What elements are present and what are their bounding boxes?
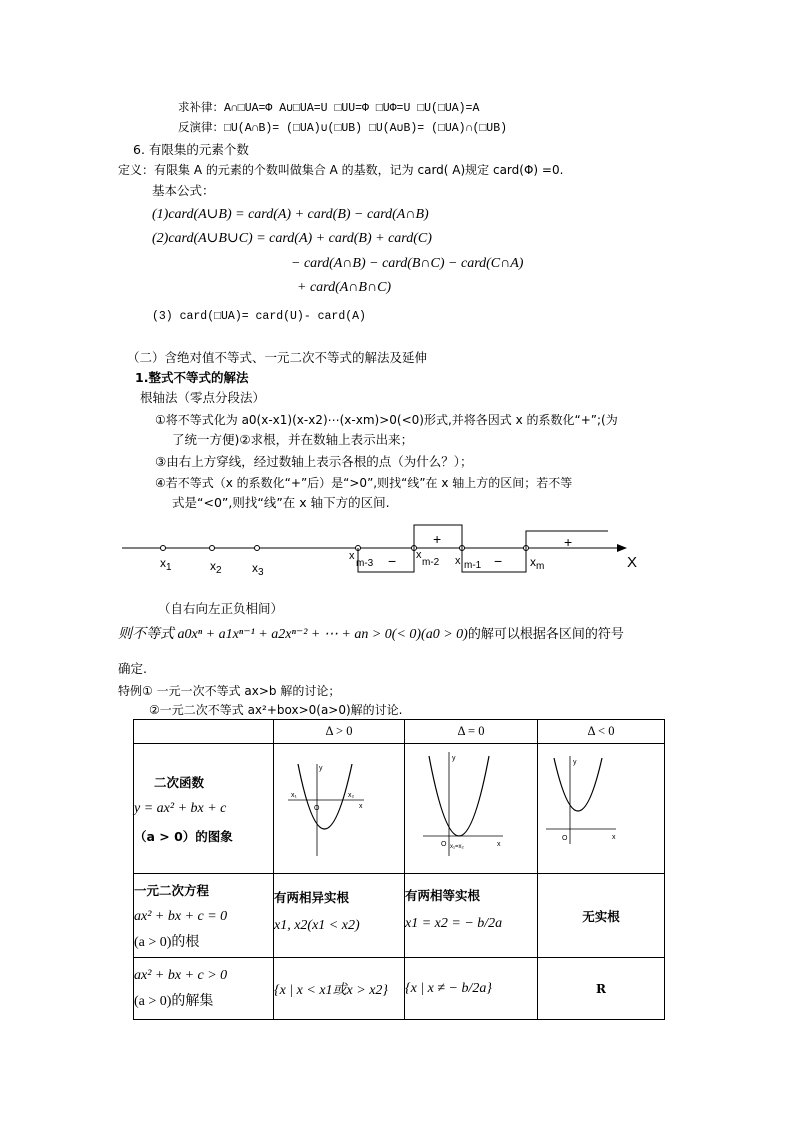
header-delta-positive: Δ > 0	[274, 720, 405, 744]
solution-delta-negative	[538, 958, 665, 1020]
parabola-two-roots	[274, 744, 405, 870]
table-row-solution-set	[134, 958, 665, 1020]
formula-1: (1)card(A∪B) = card(A) + card(B) − card(A∩B)	[152, 207, 429, 222]
label-xm: $x_m$	[530, 555, 545, 572]
table-row-graph	[134, 744, 665, 874]
label-equation-formula: ax² + bx + c = 0	[134, 908, 228, 924]
axis-x-label: X	[627, 554, 638, 571]
svg-text:O: O	[314, 805, 320, 812]
label-graph-condition: （a > 0）的图象	[134, 828, 233, 844]
two-distinct-roots: 有两相异实根	[274, 889, 350, 905]
determine-line: 确定.	[118, 661, 147, 676]
step-3: ③由右上方穿线，经过数轴上表示各根的点（为什么？）；	[155, 454, 473, 469]
subsection-1-title: 1.整式不等式的解法	[135, 370, 249, 385]
definition-line: 定义：有限集 A 的元素的个数叫做集合 A 的基数，记为 card( A)规定 card(Φ) =0.	[118, 163, 564, 177]
no-real-roots: 无实根	[582, 908, 620, 924]
section-2-title: （二）含绝对值不等式、一元二次不等式的解法及延伸	[127, 350, 428, 365]
root-axis-diagram	[0, 520, 794, 590]
complement-law: 求补律：A∩□UA=Φ A∪□UA=U □UU=Φ □UΦ=U □U(□UA)=A	[178, 102, 480, 115]
solution-all-reals: R	[596, 981, 606, 996]
general-inequality	[118, 627, 624, 643]
section-6-title: 6. 有限集的元素个数	[133, 142, 249, 157]
header-delta-negative: Δ < 0	[538, 720, 665, 744]
graph-delta-positive	[274, 744, 405, 874]
solution-delta-positive	[274, 958, 405, 1020]
two-equal-roots: 有两相等实根	[405, 887, 481, 903]
row-label-function	[134, 744, 274, 874]
sign-1: −	[388, 553, 397, 569]
graph-delta-zero	[405, 744, 538, 874]
svg-text:x₁=x₂: x₁=x₂	[450, 844, 464, 850]
label-x1: $x_1$	[160, 556, 172, 573]
svg-text:x₂: x₂	[348, 792, 355, 799]
svg-text:x: x	[359, 803, 363, 810]
label-solution-set: (a > 0)的解集	[134, 993, 214, 1009]
svg-text:y: y	[573, 759, 577, 766]
label-xm-3: x	[349, 550, 355, 562]
svg-text:y: y	[319, 765, 323, 772]
label-xm-2-sub: m-2	[422, 557, 440, 568]
svg-text:x: x	[497, 841, 501, 848]
svg-text:O: O	[562, 835, 568, 842]
svg-text:O: O	[441, 841, 447, 848]
special-case-1: 特例① 一元一次不等式 ax>b 解的讨论；	[118, 684, 341, 698]
de-morgan-law: 反演律：□U(A∩B)= (□UA)∪(□UB) □U(A∪B)= (□UA)∩(□UB)	[178, 122, 507, 135]
roots-delta-negative	[538, 874, 665, 958]
step-1-cont: 了统一方便)②求根，并在数轴上表示出来；	[172, 432, 414, 447]
label-quadratic-function: 二次函数	[154, 774, 205, 790]
header-empty	[134, 720, 274, 744]
step-4-cont: 式是“<0”,则找“线”在 x 轴下方的区间.	[172, 495, 390, 510]
general-inequality-text: 的解可以根据各区间的符号	[467, 627, 624, 642]
label-xm-1: x	[455, 555, 461, 567]
formula-2-cont: − card(A∩B) − card(B∩C) − card(C∩A)	[291, 256, 524, 271]
svg-text:y: y	[452, 755, 456, 762]
sign-3: −	[494, 553, 503, 569]
formula-2: (2)card(A∪B∪C) = card(A) + card(B) + card(C)	[152, 231, 432, 246]
solution-one-root: {x | x ≠ − b/2a}	[405, 980, 492, 996]
roots-delta-zero	[405, 874, 538, 958]
label-xm-1-sub: m-1	[464, 560, 482, 571]
table-row-roots	[134, 874, 665, 958]
sign-2: +	[433, 531, 442, 547]
parabola-one-root	[405, 744, 538, 870]
row-label-equation	[134, 874, 274, 958]
label-xm-2: x	[416, 549, 422, 561]
graph-delta-negative	[538, 744, 665, 874]
step-1: ①将不等式化为 a0(x-x1)(x-x2)⋯(x-xm)>0(<0)形式,并将各因式 x 的系数化“+”;(为	[155, 413, 618, 427]
label-xm-3-sub: m-3	[356, 558, 374, 569]
formula-2-cont2: + card(A∩B∩C)	[297, 280, 392, 295]
label-quadratic-equation: 一元二次方程	[134, 882, 210, 898]
svg-text:x: x	[612, 834, 616, 841]
svg-text:x₁: x₁	[291, 792, 297, 799]
header-delta-zero: Δ = 0	[405, 720, 538, 744]
special-case-2: ②一元二次不等式 ax²+box>0(a>0)解的讨论.	[149, 703, 403, 717]
alternating-note: （自右向左正负相间）	[158, 601, 284, 616]
roots-delta-positive	[274, 874, 405, 958]
basic-formula-label: 基本公式：	[152, 183, 215, 198]
solution-delta-zero	[405, 958, 538, 1020]
step-4: ④若不等式（x 的系数化“+”后）是“>0”,则找“线”在 x 轴上方的区间；若不等	[155, 476, 573, 490]
solution-two-roots: {x | x < x1或x > x2}	[274, 982, 389, 998]
formula-3: (3) card(□UA)= card(U)- card(A)	[152, 310, 366, 323]
general-inequality-formula: 则不等式 a0xⁿ + a1xⁿ⁻¹ + a2xⁿ⁻² + ⋯ + an > 0(< 0)(a0 > 0)	[118, 627, 468, 642]
label-x2: $x_2$	[210, 559, 222, 576]
label-function-formula: y = ax² + bx + c	[134, 800, 227, 816]
sign-4: +	[564, 534, 573, 550]
label-equation-roots: (a > 0)的根	[134, 934, 200, 950]
two-equal-roots-formula: x1 = x2 = − b/2a	[405, 915, 503, 931]
table-header-row	[134, 720, 665, 744]
root-axis-title: 根轴法（零点分段法）	[140, 390, 266, 405]
label-x3: $x_3$	[252, 561, 264, 578]
label-inequality-formula: ax² + bx + c > 0	[134, 967, 228, 983]
row-label-inequality	[134, 958, 274, 1020]
quadratic-table	[133, 719, 665, 1020]
two-distinct-roots-formula: x1, x2(x1 < x2)	[274, 917, 360, 933]
parabola-no-root	[538, 744, 665, 870]
